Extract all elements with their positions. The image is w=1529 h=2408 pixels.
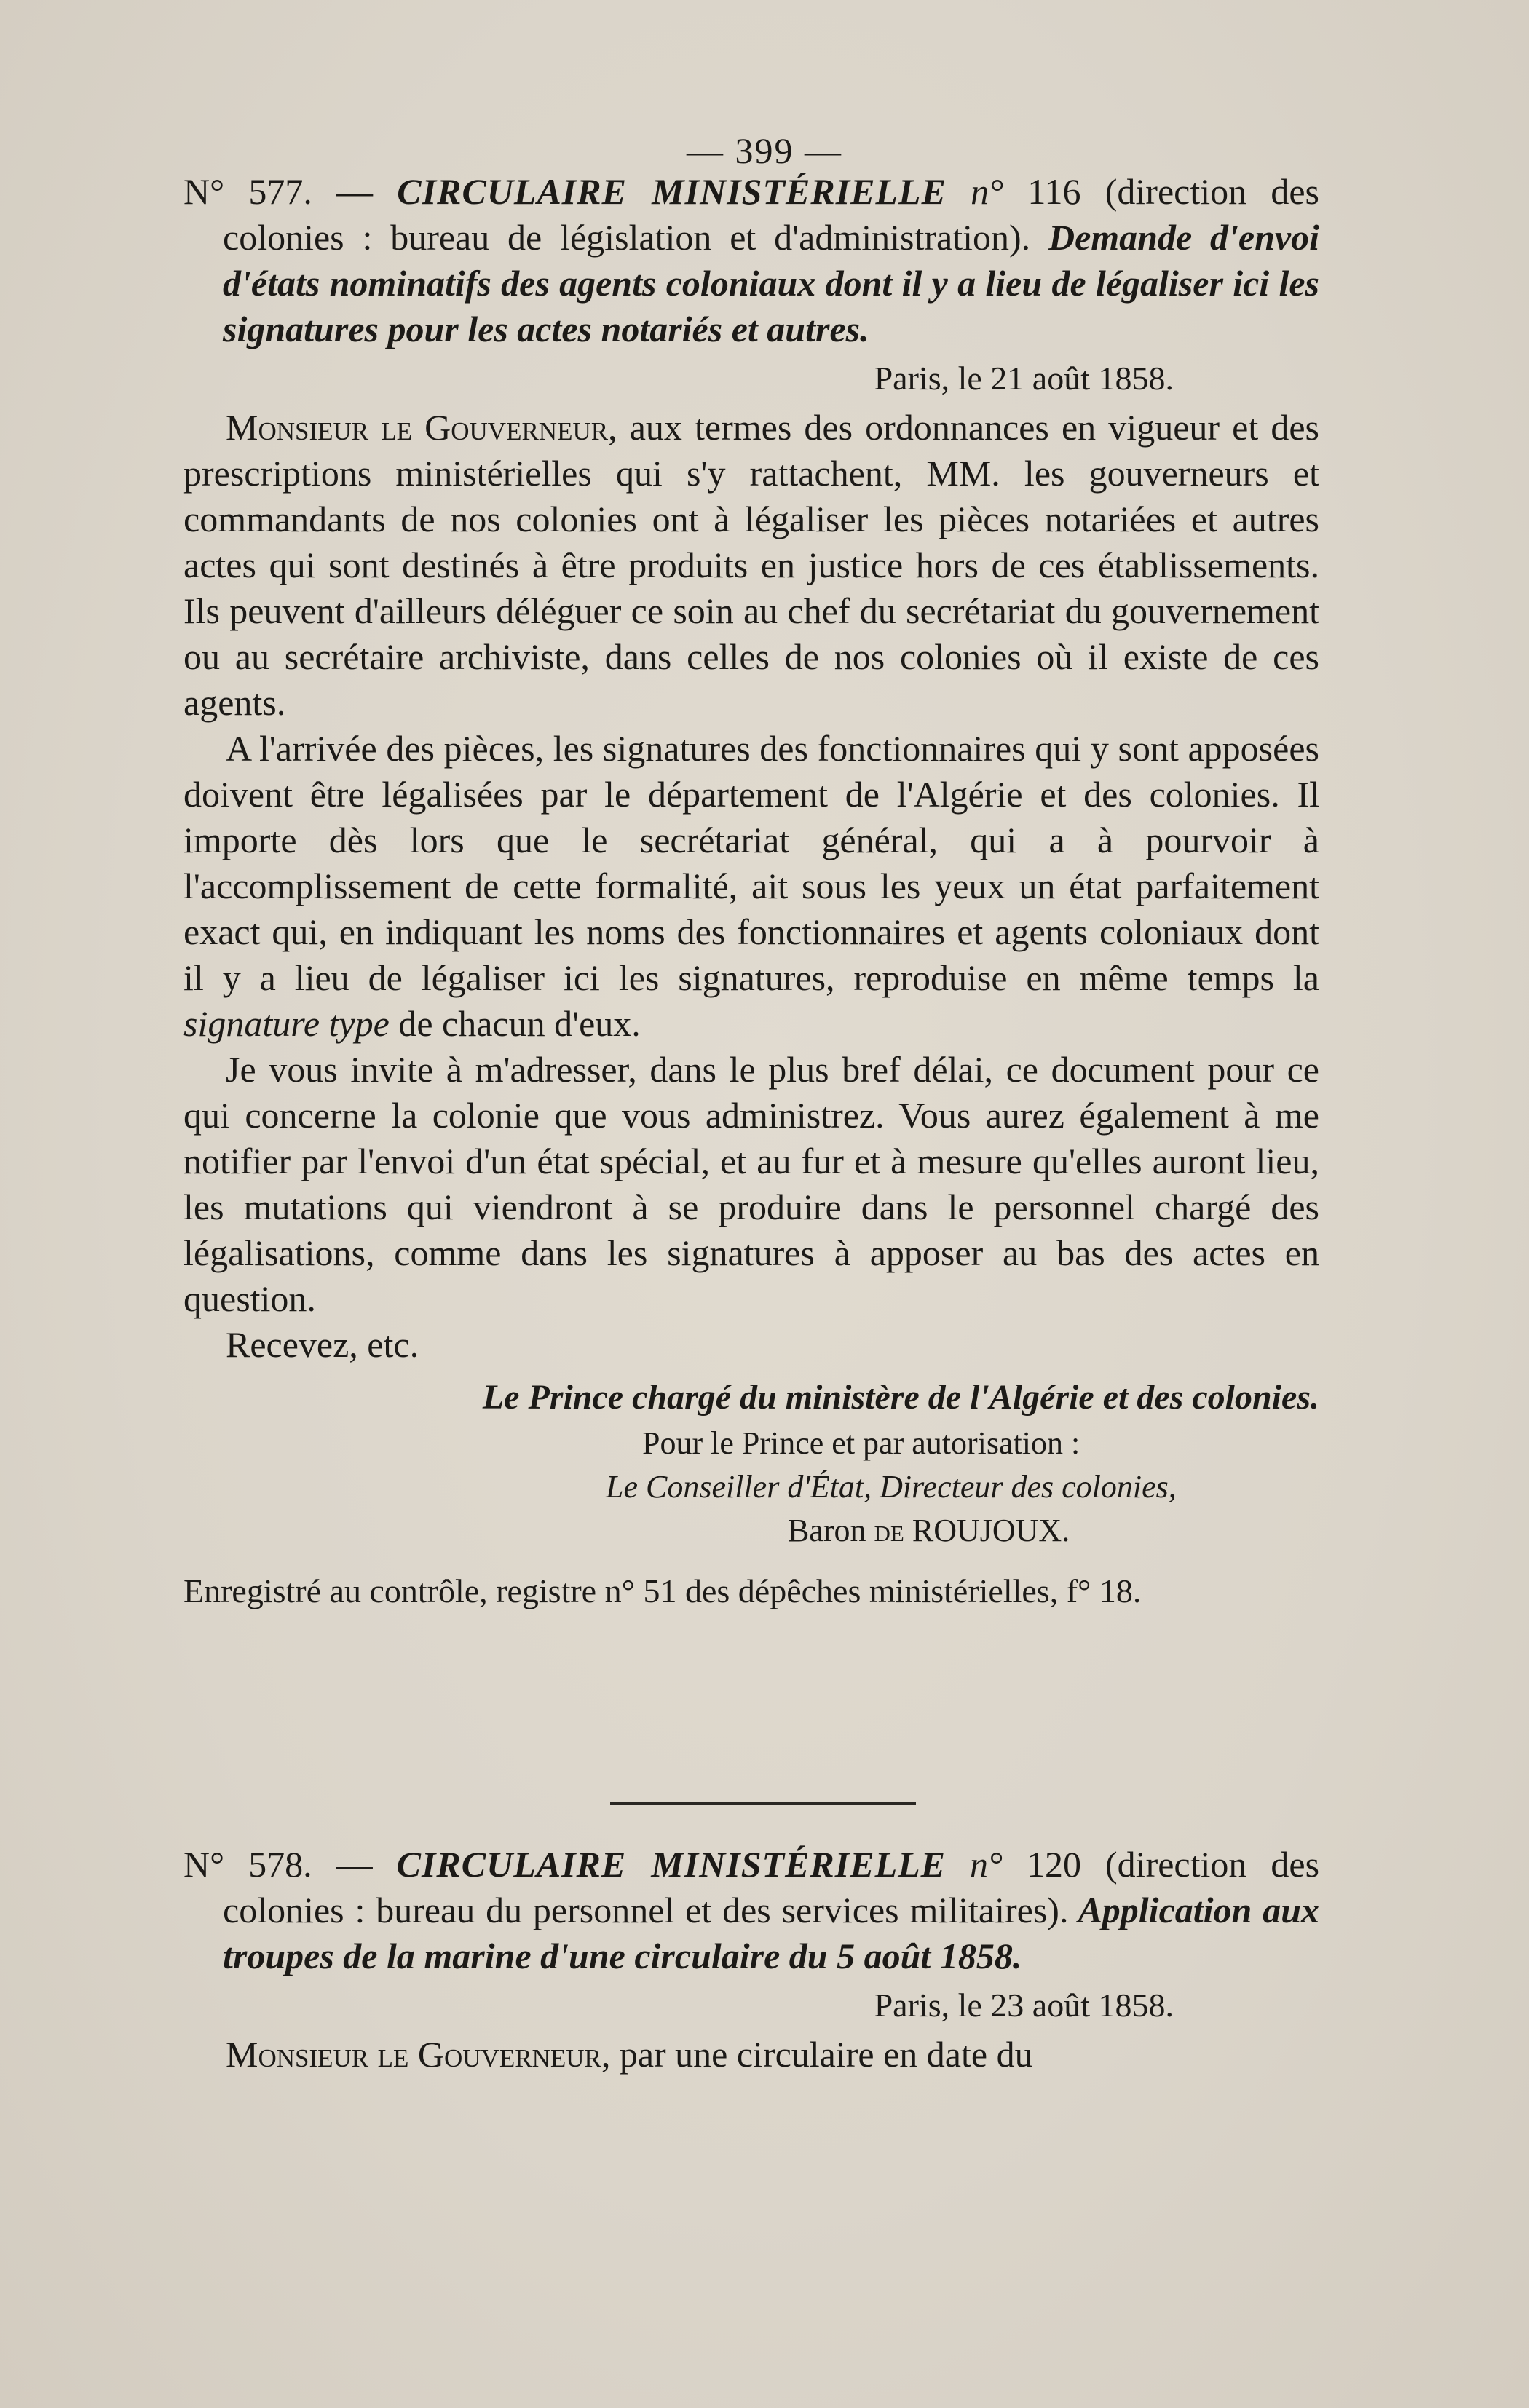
- paragraph-2-text-a: A l'arrivée des pièces, les signatures des fonctionnaires qui y sont apposées doivent être légalisées par le département de l'Algérie et des colonies. Il importe dès lors que le secrétariat général, qui a à pourvoir à l'accomplissement de cette formalité, ait sous les yeux un état parfaitement exact qui, en indiquant les noms des fonctionnaires et agents coloniaux dont il y a lieu de légaliser ici les signatures, reproduise en même temps la: [183, 728, 1319, 998]
- entry-number: N° 578. —: [183, 1844, 397, 1885]
- paragraph-2-text-b: de chacun d'eux.: [389, 1003, 641, 1044]
- closing: Recevez, etc.: [226, 1324, 419, 1365]
- page-number: — 399 —: [687, 130, 842, 171]
- signature-prince: Le Prince chargé du ministère de l'Algérie et des colonies.: [482, 1378, 1319, 1417]
- office-description: (direction des colonies : bureau de législation et d'administration).: [223, 171, 1320, 258]
- paragraph-1-text: , par une circulaire en date du: [601, 2034, 1033, 2075]
- entry-578: [183, 1842, 1319, 2078]
- entry-577: [183, 169, 1319, 1615]
- circular-number-label: n°: [946, 1844, 1003, 1885]
- dateline: Paris, le 23 août 1858.: [874, 1987, 1174, 2024]
- signature-type-term: signature type: [183, 1003, 390, 1044]
- entry-subject: Demande d'envoi d'états nominatifs des agents coloniaux dont il y a lieu de légaliser ici les signatures pour les actes notariés et autres.: [223, 217, 1319, 349]
- paragraph-1: [183, 405, 1319, 726]
- signature-surname: ROUJOUX.: [904, 1513, 1070, 1548]
- entry-577-heading: [183, 169, 1319, 352]
- office-description: (direction des colonies : bureau du personnel et des services militaires).: [223, 1844, 1320, 1930]
- circular-number: 116: [1003, 171, 1081, 212]
- paragraph-1-text: , aux termes des ordonnances en vigueur et des prescriptions ministérielles qui s'y rattachent, MM. les gouverneurs et commandants de nos colonies ont à légaliser les pièces notariées et autres actes qui sont destinés à être produits en justice hors de ces établissements. Ils peuvent d'ailleurs déléguer ce soin au chef du secrétariat du gouvernement ou au secrétaire archiviste, dans celles de nos colonies où il existe de ces agents.: [183, 407, 1320, 723]
- signature-authorization: Pour le Prince et par autorisation :: [642, 1425, 1080, 1461]
- entry-subject: Application aux troupes de la marine d'une circulaire du 5 août 1858.: [223, 1890, 1320, 1976]
- section-divider: [610, 1802, 916, 1805]
- signature-conseiller: Le Conseiller d'État, Directeur des colonies,: [606, 1469, 1177, 1505]
- entry-number: N° 577. —: [183, 171, 398, 212]
- signature-title: Baron: [788, 1513, 874, 1548]
- signature-particle: de: [874, 1513, 904, 1548]
- circular-number: 120: [1003, 1844, 1082, 1885]
- entry-kind: CIRCULAIRE MINISTÉRIELLE: [397, 171, 947, 212]
- circular-number-label: n°: [946, 171, 1004, 212]
- salutation: Monsieur le Gouverneur: [226, 2034, 601, 2075]
- registration-note: Enregistré au contrôle, registre n° 51 des dépêches ministérielles, f° 18.: [183, 1572, 1142, 1609]
- paragraph-1: [183, 2032, 1319, 2078]
- dateline: Paris, le 21 août 1858.: [874, 360, 1174, 397]
- entry-578-heading: [183, 1842, 1319, 1979]
- paragraph-2: [183, 726, 1319, 1047]
- paragraph-3: Je vous invite à m'adresser, dans le plus bref délai, ce document pour ce qui concerne la colonie que vous administrez. Vous aurez également à me notifier par l'envoi d'un état spécial, et au fur et à mesure qu'elles auront lieu, les mutations qui viendront à se produire dans le personnel chargé des légalisations, comme dans les signatures à apposer au bas des actes en question.: [183, 1049, 1319, 1319]
- salutation: Monsieur le Gouverneur: [226, 407, 609, 448]
- entry-kind: CIRCULAIRE MINISTÉRIELLE: [396, 1844, 947, 1885]
- signature-name: [183, 1509, 1319, 1553]
